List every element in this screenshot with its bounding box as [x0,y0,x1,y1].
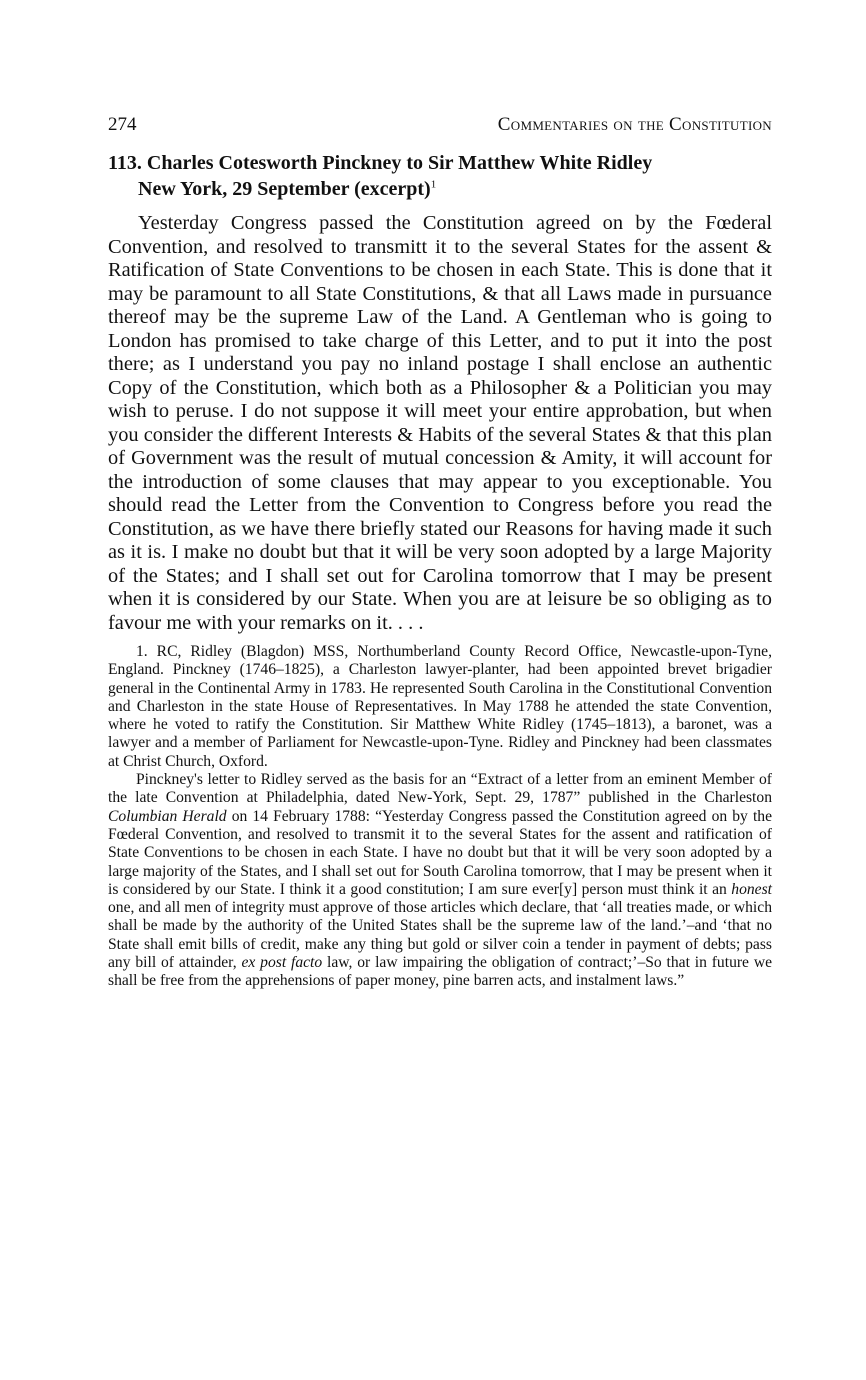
footnotes [108,643,772,991]
footnote-2: Pinckney's letter to Ridley served as the basis for an “Extract of a letter from an eminent Member of the late Convention at Philadelphia, dated New-York, Sept. 29, 1787” published in the Charleston Columbian Herald on 14 February 1788: “Yesterday Congress passed the Constitution agreed on by the Fœderal Convention, and resolved to transmit it to the several States for the assent and ratification of State Conventions to be chosen in each State. I have no doubt but that it will be very soon adopted by a large majority of the States, and I shall set out for South Carolina tomorrow, that I may be present when it is considered by our State. I think it a good constitution; I am sure ever[y] person must think it an honest one, and all men of integrity must approve of those articles which declare, that ‘all treaties made, or which shall be made by the authority of the United States shall be the supreme law of the land.’–and ‘that no State shall emit bills of credit, make any thing but gold or silver coin a tender in payment of debts; pass any bill of attainder, ex post facto law, or law impairing the obligation of contract;’–So that in future we shall be free from the apprehensions of paper money, pine barren acts, and instalment laws.” [108,771,772,990]
heading-line-1: 113. Charles Cotesworth Pinckney to Sir Matthew White Ridley [108,152,653,174]
document-heading [108,150,772,202]
running-head [108,110,772,140]
italic-title: Columbian Herald [108,807,227,825]
running-title: Commentaries on the Constitution [497,114,772,135]
book-page [108,110,772,991]
letter-body: Yesterday Congress passed the Constitution agreed on by the Fœderal Convention, and resolved to transmitt it to the several States for the assent & Ratification of State Conventions to be chosen in each State. This is done that it may be paramount to all State Constitutions, & that all Laws made in pursuance thereof may be the supreme Law of the Land. A Gentleman who is going to London has promised to take charge of this Letter, and to put it into the post there; as I understand you pay no inland postage I shall enclose an authentic Copy of the Constitution, which both as a Philosopher & a Politician you may wish to peruse. I do not suppose it will meet your entire approbation, but when you consider the different Interests & Habits of the several States & that this plan of Government was the result of mutual concession & Amity, it will account for the introduction of some clauses that may appear to you exceptionable. You should read the Letter from the Convention to Congress before you read the Constitution, as we have there briefly stated our Reasons for having made it such as it is. I make no doubt but that it will be very soon adopted by a large Majority of the States; and I shall set out for Carolina tomorrow that I may be present when it is considered by our State. When you are at leisure be so obliging as to favour me with your remarks on it. . . . [108,212,772,634]
heading-line-2: New York, 29 September (excerpt) [138,178,431,200]
italic-word: honest [731,880,772,898]
footnote-1: 1. RC, Ridley (Blagdon) MSS, Northumberland County Record Office, Newcastle-upon-Tyne, England. Pinckney (1746–1825), a Charleston lawyer-planter, had been appointed brevet brigadier general in the Continental Army in 1783. He represented South Carolina in the Constitutional Convention and Charleston in the state House of Representatives. In May 1788 he attended the state Convention, where he voted to ratify the Constitution. Sir Matthew White Ridley (1745–1813), a baronet, was a lawyer and a member of Parliament for Newcastle-upon-Tyne. Ridley and Pinckney had been classmates at Christ Church, Oxford. [108,643,772,770]
page-number: 274 [108,114,137,135]
footnote-ref: 1 [430,178,437,191]
italic-phrase: ex post facto [241,954,323,972]
